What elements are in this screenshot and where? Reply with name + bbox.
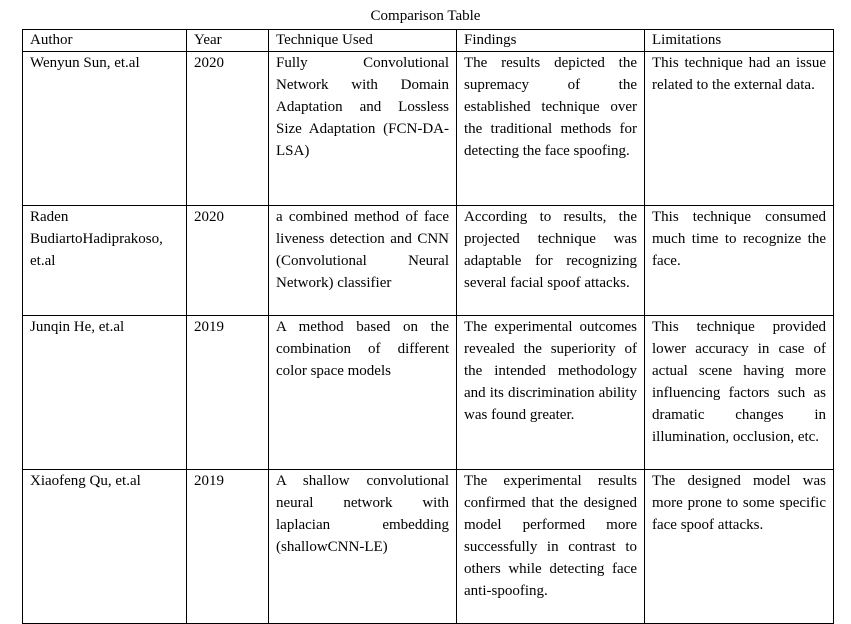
cell-findings: The experimental outcomes revealed the superiority of the intended methodology and its discrimination ability was found greater. xyxy=(457,316,645,470)
table-row xyxy=(23,52,834,206)
header-findings: Findings xyxy=(457,30,645,52)
cell-limitations: This technique consumed much time to recognize the face. xyxy=(645,206,834,316)
cell-author: Raden BudiartoHadiprakoso, et.al xyxy=(23,206,187,316)
table-row xyxy=(23,316,834,470)
cell-year: 2020 xyxy=(187,206,269,316)
cell-limitations: This technique had an issue related to the external data. xyxy=(645,52,834,206)
cell-limitations: The designed model was more prone to some specific face spoof attacks. xyxy=(645,470,834,624)
cell-author: Junqin He, et.al xyxy=(23,316,187,470)
table-row xyxy=(23,470,834,624)
cell-technique: A shallow convolutional neural network with laplacian embedding (shallowCNN-LE) xyxy=(269,470,457,624)
cell-technique: A method based on the combination of different color space models xyxy=(269,316,457,470)
table-header-row xyxy=(23,30,834,52)
comparison-table xyxy=(22,29,834,624)
cell-findings: The experimental results confirmed that the designed model performed more successfully in contrast to others while detecting face anti-spoofing. xyxy=(457,470,645,624)
header-year: Year xyxy=(187,30,269,52)
cell-technique: a combined method of face liveness detection and CNN (Convolutional Neural Network) classifier xyxy=(269,206,457,316)
cell-year: 2019 xyxy=(187,316,269,470)
cell-year: 2019 xyxy=(187,470,269,624)
cell-author: Wenyun Sun, et.al xyxy=(23,52,187,206)
header-technique: Technique Used xyxy=(269,30,457,52)
header-limitations: Limitations xyxy=(645,30,834,52)
table-caption: Comparison Table xyxy=(370,8,481,24)
cell-year: 2020 xyxy=(187,52,269,206)
cell-author: Xiaofeng Qu, et.al xyxy=(23,470,187,624)
cell-technique: Fully Convolutional Network with Domain Adaptation and Lossless Size Adaptation (FCN-DA-LSA) xyxy=(269,52,457,206)
table-row xyxy=(23,206,834,316)
cell-limitations: This technique provided lower accuracy in case of actual scene having more influencing factors such as dramatic changes in illumination, occlusion, etc. xyxy=(645,316,834,470)
cell-findings: The results depicted the supremacy of the established technique over the traditional methods for detecting the face spoofing. xyxy=(457,52,645,206)
header-author: Author xyxy=(23,30,187,52)
cell-findings: According to results, the projected technique was adaptable for recognizing several facial spoof attacks. xyxy=(457,206,645,316)
